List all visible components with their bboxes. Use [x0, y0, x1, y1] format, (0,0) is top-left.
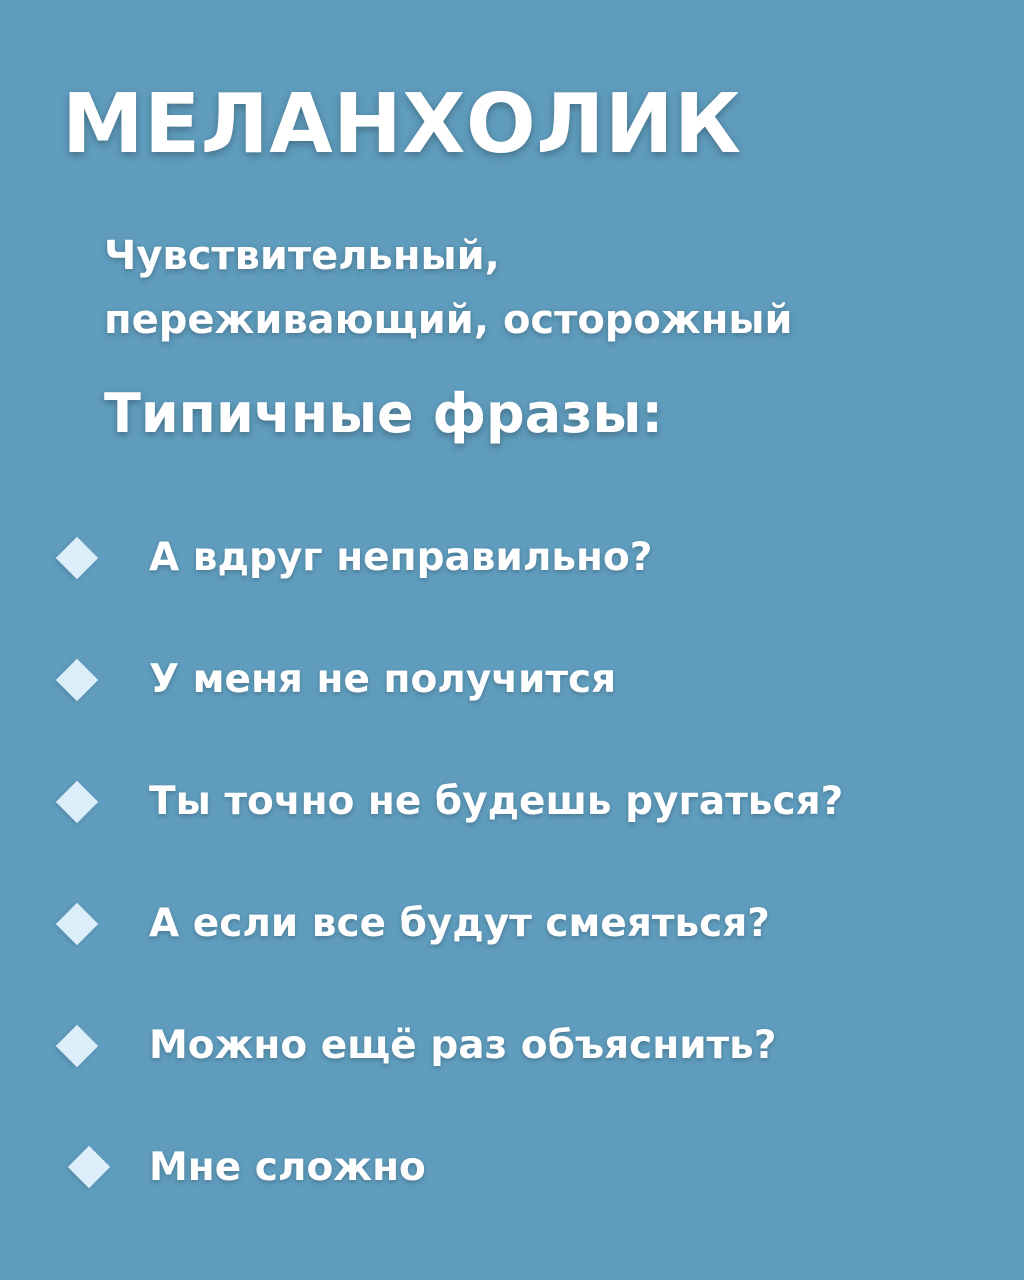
subtitle	[104, 224, 924, 352]
page-title: МЕЛАНХОЛИК	[62, 77, 742, 172]
phrase-item-3	[0, 774, 1024, 834]
phrase-item-5	[0, 1018, 1024, 1078]
phrase-text: А вдруг неправильно?	[149, 535, 653, 580]
phrase-item-6	[0, 1140, 1024, 1200]
diamond-icon	[56, 537, 98, 579]
diamond-icon	[56, 781, 98, 823]
subtitle-line-2: переживающий, осторожный	[104, 297, 793, 343]
phrase-text: У меня не получится	[149, 657, 617, 702]
phrase-text: Ты точно не будешь ругаться?	[149, 779, 844, 824]
phrase-text: Мне сложно	[149, 1145, 426, 1190]
diamond-icon	[56, 659, 98, 701]
phrase-item-1	[0, 530, 1024, 590]
diamond-icon	[68, 1146, 110, 1188]
subtitle-line-1: Чувствительный,	[104, 233, 500, 279]
diamond-icon	[56, 903, 98, 945]
phrase-item-4	[0, 896, 1024, 956]
phrase-text: А если все будут смеяться?	[149, 901, 770, 946]
diamond-icon	[56, 1025, 98, 1067]
section-heading: Типичные фразы:	[104, 382, 663, 445]
phrase-item-2	[0, 652, 1024, 712]
phrase-text: Можно ещё раз объяснить?	[149, 1023, 777, 1068]
